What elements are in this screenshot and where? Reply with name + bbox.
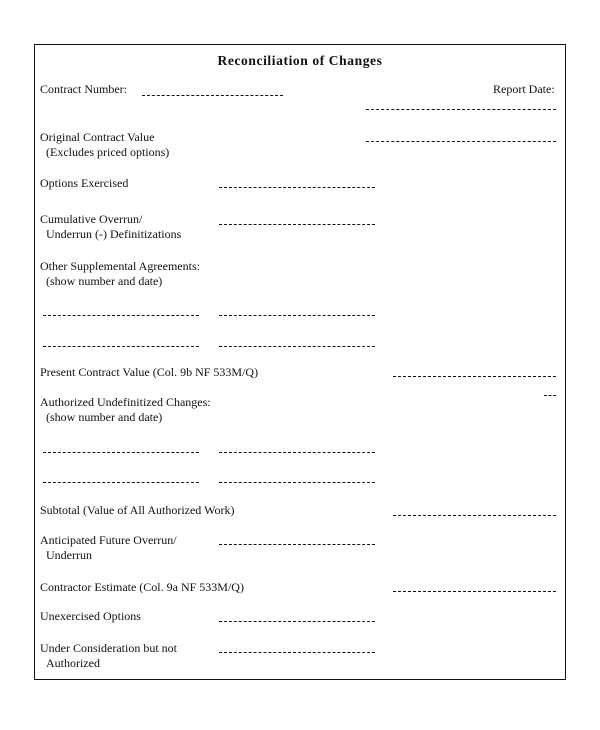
form-title: Reconciliation of Changes (217, 53, 383, 68)
present-contract-value-label: Present Contract Value (Col. 9b NF 533M/Q) (40, 365, 259, 379)
original-contract-value-note: (Excludes priced options) (46, 145, 170, 159)
authorized-changes-label: Authorized Undefinitized Changes: (40, 395, 211, 409)
subtotal-label: Subtotal (Value of All Authorized Work) (40, 503, 235, 517)
contractor-estimate-label: Contractor Estimate (Col. 9a NF 533M/Q) (40, 580, 244, 594)
authorized-number-field-1[interactable] (43, 452, 199, 453)
authorized-amount-field-1[interactable] (219, 452, 375, 453)
other-supplemental-label: Other Supplemental Agreements: (40, 259, 200, 273)
unexercised-options-field[interactable] (219, 621, 375, 622)
authorized-changes-note: (show number and date) (46, 410, 163, 424)
contractor-estimate-field[interactable] (393, 591, 556, 592)
anticipated-overrun-label: Anticipated Future Overrun/ (40, 533, 177, 547)
supplemental-number-field-2[interactable] (43, 346, 199, 347)
report-date-label: Report Date: (493, 82, 555, 96)
anticipated-underrun-label: Underrun (46, 548, 92, 562)
original-contract-value-label: Original Contract Value (40, 130, 155, 144)
stray-mark (544, 395, 556, 396)
options-exercised-label: Options Exercised (40, 176, 129, 190)
original-contract-value-field[interactable] (366, 141, 556, 142)
other-supplemental-note: (show number and date) (46, 274, 163, 288)
supplemental-number-field-1[interactable] (43, 315, 199, 316)
cumulative-overrun-label: Cumulative Overrun/ (40, 212, 143, 226)
supplemental-amount-field-2[interactable] (219, 346, 375, 347)
anticipated-overrun-field[interactable] (219, 544, 375, 545)
report-date-field[interactable] (366, 109, 556, 110)
under-consideration-field[interactable] (219, 652, 375, 653)
contract-number-field[interactable] (142, 95, 283, 96)
subtotal-field[interactable] (393, 515, 556, 516)
contract-number-label: Contract Number: (40, 82, 127, 96)
supplemental-amount-field-1[interactable] (219, 315, 375, 316)
under-consideration-label: Under Consideration but not (40, 641, 177, 655)
cumulative-overrun-field[interactable] (219, 224, 375, 225)
present-contract-value-field[interactable] (393, 376, 556, 377)
authorized-amount-field-2[interactable] (219, 482, 375, 483)
cumulative-underrun-label: Underrun (-) Definitizations (46, 227, 182, 241)
options-exercised-field[interactable] (219, 187, 375, 188)
unexercised-options-label: Unexercised Options (40, 609, 141, 623)
under-consideration-note: Authorized (46, 656, 100, 670)
authorized-number-field-2[interactable] (43, 482, 199, 483)
